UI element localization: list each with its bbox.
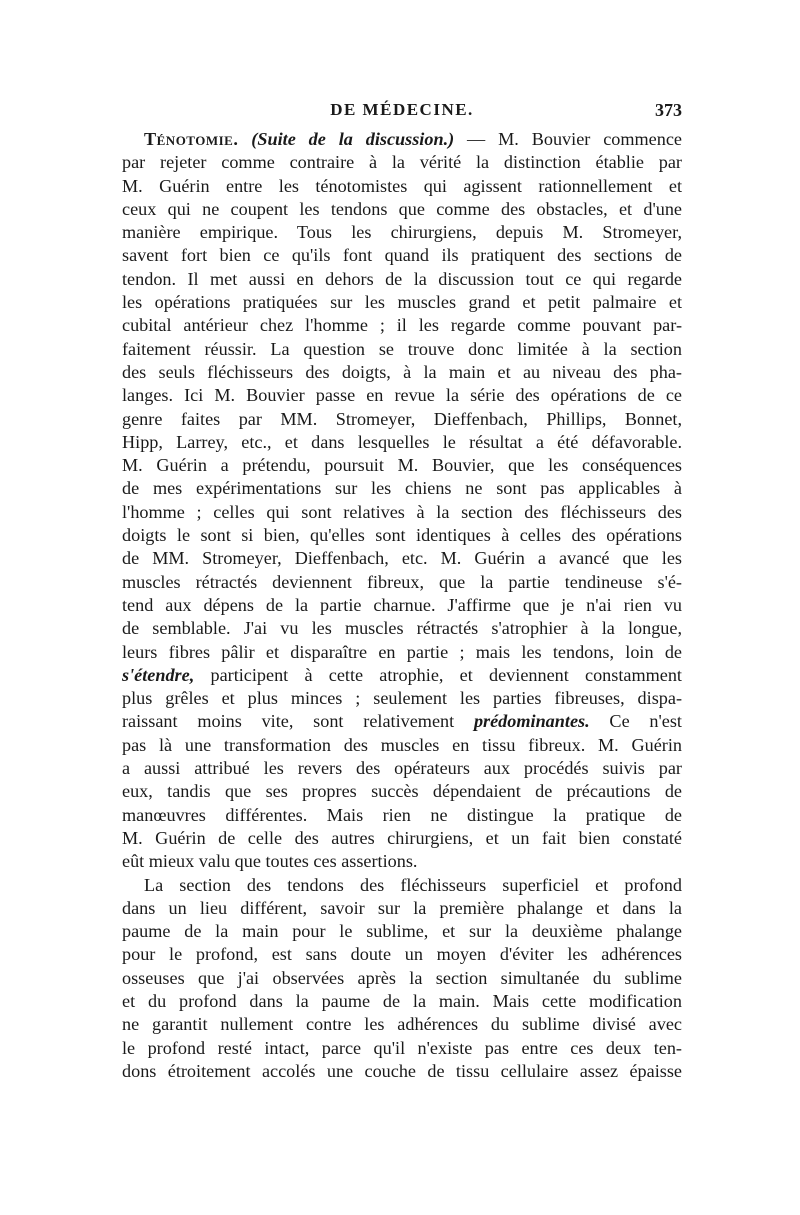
- text-line: le profond resté intact, parce qu'il n'existe pas entre ces deux ten-: [122, 1037, 682, 1058]
- text-line: pas là une transformation des muscles en tissu fibreux. M. Guérin: [122, 734, 682, 755]
- page-number: 373: [655, 100, 682, 120]
- text-line: a aussi attribué les revers des opérateurs aux procédés suivis par: [122, 758, 682, 779]
- body-text: [122, 128, 682, 1083]
- text-line: faitement réussir. La question se trouve donc limitée à la section: [122, 338, 682, 359]
- text-line: de semblable. J'ai vu les muscles rétractés s'atrophier à la longue,: [122, 618, 682, 639]
- emphasized-word: s'étendre,: [122, 664, 195, 685]
- text-line: raissant moins vite, sont relativement prédominantes. Ce n'est: [122, 711, 682, 732]
- text-line: dons étroitement accolés une couche de tissu cellulaire assez épaisse: [122, 1060, 682, 1081]
- running-title: DE MÉDECINE.: [330, 100, 474, 119]
- text-line: s'étendre, participent à cette atrophie, et deviennent constamment: [122, 664, 682, 685]
- text-line: manière empirique. Tous les chirurgiens, depuis M. Stromeyer,: [122, 222, 682, 243]
- text-line: paume de la main pour le sublime, et sur la deuxième phalange: [122, 921, 682, 942]
- text-line: de mes expérimentations sur les chiens ne sont pas applicables à: [122, 478, 682, 499]
- text-line: doigts le sont si bien, qu'elles sont identiques à celles des opérations: [122, 525, 682, 546]
- text-line: M. Guérin de celle des autres chirurgiens, et un fait bien constaté: [122, 827, 682, 848]
- text-line: cubital antérieur chez l'homme ; il les regarde comme pouvant par-: [122, 315, 682, 336]
- emphasized-word: prédominantes.: [473, 711, 590, 732]
- text-line: ceux qui ne coupent les tendons que comme des obstacles, et d'une: [122, 198, 682, 219]
- running-head: [122, 100, 682, 126]
- text-line: leurs fibres pâlir et disparaître en partie ; mais les tendons, loin de: [122, 641, 682, 662]
- text-line: La section des tendons des fléchisseurs superficiel et profond: [144, 874, 682, 895]
- text-line: savent fort bien ce qu'ils font quand ils pratiquent des sections de: [122, 245, 682, 266]
- text-line: plus grêles et plus minces ; seulement les parties fibreuses, dispa-: [122, 688, 682, 709]
- section-lead-in: Ténotomie.: [144, 129, 239, 149]
- text-line: langes. Ici M. Bouvier passe en revue la série des opérations de ce: [122, 385, 682, 406]
- text-line: par rejeter comme contraire à la vérité la distinction établie par: [122, 152, 682, 173]
- section-title: (Suite de la discussion.): [251, 129, 455, 149]
- text-line: muscles rétractés deviennent fibreux, que la partie tendineuse s'é-: [122, 571, 682, 592]
- text-line: Hipp, Larrey, etc., et dans lesquelles le résultat a été défavorable.: [122, 431, 682, 452]
- text-line: M. Guérin entre les ténotomistes qui agissent rationnellement et: [122, 175, 682, 196]
- text-line: osseuses que j'ai observées après la section simultanée du sublime: [122, 967, 682, 988]
- text-line: ne garantit nullement contre les adhérences du sublime divisé avec: [122, 1014, 682, 1035]
- text-line: dans un lieu différent, savoir sur la première phalange et dans la: [122, 897, 682, 918]
- text-line: Ténotomie. (Suite de la discussion.) — M. Bouvier commence: [144, 129, 682, 149]
- text-line: tend aux dépens de la partie charnue. J'affirme que je n'ai rien vu: [122, 594, 682, 615]
- text-line: eût mieux valu que toutes ces assertions.: [122, 851, 418, 872]
- text-line: tendon. Il met aussi en dehors de la discussion tout ce qui regarde: [122, 268, 682, 289]
- text-line: des seuls fléchisseurs des doigts, à la main et au niveau des pha-: [122, 361, 682, 382]
- text-line: et du profond dans la paume de la main. Mais cette modification: [122, 990, 682, 1011]
- text-line: l'homme ; celles qui sont relatives à la section des fléchisseurs des: [122, 501, 682, 522]
- text-line: eux, tandis que ses propres succès dépendaient de précautions de: [122, 781, 682, 802]
- text-line: les opérations pratiquées sur les muscles grand et petit palmaire et: [122, 292, 682, 313]
- text-line: M. Guérin a prétendu, poursuit M. Bouvier, que les conséquences: [122, 455, 682, 476]
- text-line: manœuvres différentes. Mais rien ne distingue la pratique de: [122, 804, 682, 825]
- text-line: genre faites par MM. Stromeyer, Dieffenbach, Phillips, Bonnet,: [122, 408, 682, 429]
- text-line: pour le profond, est sans doute un moyen d'éviter les adhérences: [122, 944, 682, 965]
- text-line: de MM. Stromeyer, Dieffenbach, etc. M. Guérin a avancé que les: [122, 548, 682, 569]
